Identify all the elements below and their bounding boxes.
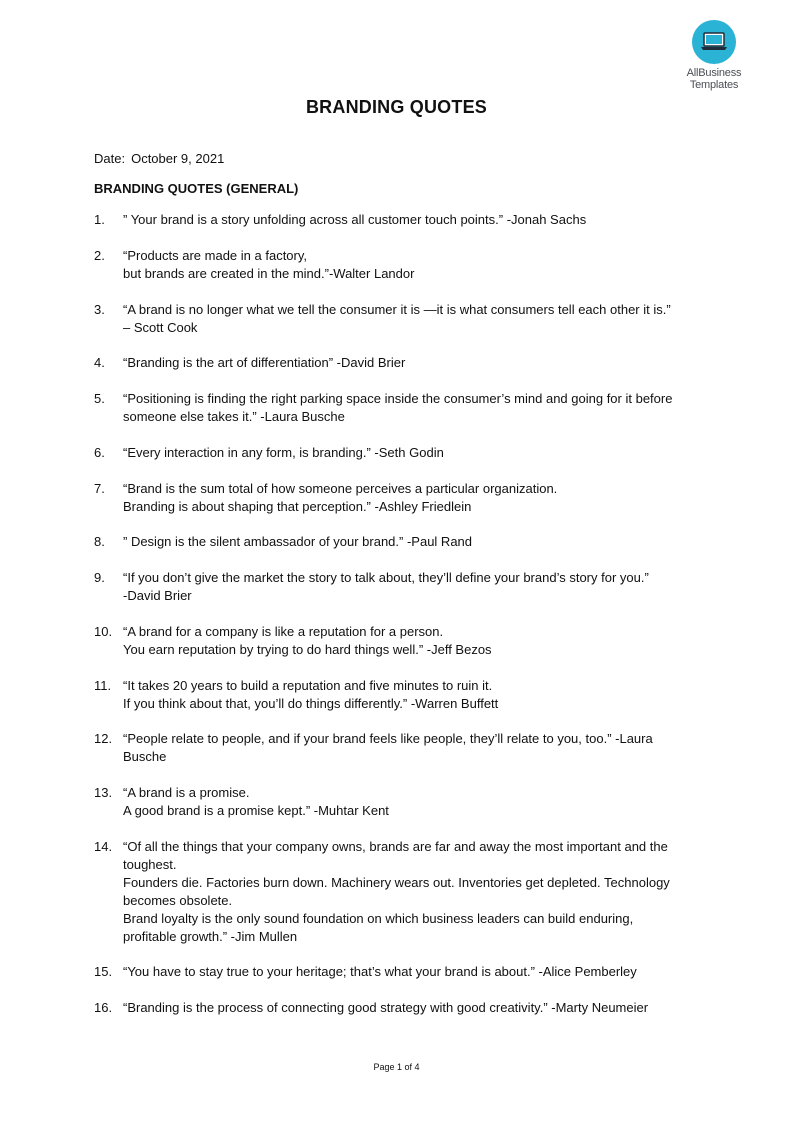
quote-item (94, 999, 704, 1017)
quote-number: 3. (94, 302, 105, 317)
logo-line-2: Templates (689, 79, 739, 91)
date-line (94, 151, 224, 166)
quote-item (94, 569, 704, 605)
quote-number: 16. (94, 1000, 113, 1015)
quote-number: 15. (94, 964, 113, 979)
quote-text: “People relate to people, and if your brand feels like people, they’ll relate to you, too.” -Laura Busche (123, 731, 653, 764)
quote-item (94, 301, 704, 337)
quote-text: “A brand is no longer what we tell the consumer it is —it is what consumers tell each other it is.” – Scott Cook (123, 302, 671, 335)
quote-number: 10. (94, 624, 113, 639)
quote-text: “Every interaction in any form, is branding.” -Seth Godin (123, 445, 444, 460)
quote-text: ” Design is the silent ambassador of your brand.” -Paul Rand (123, 534, 473, 549)
quote-text: “Positioning is finding the right parking space inside the consumer’s mind and going for it before someone else takes it.” -Laura Busche (123, 391, 673, 424)
quote-item (94, 247, 704, 283)
quote-item (94, 623, 704, 659)
quote-text: “Branding is the process of connecting good strategy with good creativity.” -Marty Neumeier (123, 1000, 649, 1015)
quote-item (94, 480, 704, 516)
quote-number: 8. (94, 534, 105, 549)
quote-item (94, 963, 704, 981)
quote-item (94, 784, 704, 820)
quote-number: 2. (94, 248, 105, 263)
quote-item (94, 444, 704, 462)
quote-text: “Brand is the sum total of how someone perceives a particular organization. Branding is about shaping that perception.” -Ashley Friedlein (123, 481, 558, 514)
quote-text: “Products are made in a factory, but brands are created in the mind.”-Walter Landor (123, 248, 415, 281)
quote-number: 7. (94, 481, 105, 496)
quote-number: 5. (94, 391, 105, 406)
quote-item (94, 211, 704, 229)
quote-text: “Branding is the art of differentiation” -David Brier (123, 355, 406, 370)
quote-text: “A brand is a promise. A good brand is a promise kept.” -Muhtar Kent (123, 785, 389, 818)
quote-item (94, 354, 704, 372)
quote-item (94, 730, 704, 766)
quote-item (94, 677, 704, 713)
quote-number: 1. (94, 212, 105, 227)
quote-text: “You have to stay true to your heritage; that’s what your brand is about.” -Alice Pemberley (123, 964, 637, 979)
laptop-icon (692, 20, 736, 64)
date-label: Date: (94, 151, 126, 166)
quote-number: 6. (94, 445, 105, 460)
quote-number: 14. (94, 839, 113, 854)
quote-number: 12. (94, 731, 113, 746)
quote-text: ” Your brand is a story unfolding across all customer touch points.” -Jonah Sachs (123, 212, 587, 227)
quote-item (94, 838, 704, 946)
quote-text: “If you don’t give the market the story to talk about, they’ll define your brand’s story for you.” -David Brier (123, 570, 649, 603)
date-value: October 9, 2021 (131, 151, 225, 166)
quote-number: 9. (94, 570, 105, 585)
quote-number: 11. (94, 678, 112, 693)
page-number: Page 1 of 4 (373, 1062, 420, 1072)
logo-line-1: AllBusiness (686, 67, 742, 79)
quote-number: 13. (94, 785, 113, 800)
quote-number: 4. (94, 355, 105, 370)
brand-logo (676, 20, 752, 91)
logo-text (676, 67, 752, 91)
section-heading: BRANDING QUOTES (GENERAL) (94, 181, 299, 196)
quote-item (94, 533, 704, 551)
quote-text: “It takes 20 years to build a reputation and five minutes to ruin it. If you think about that, you’ll do things differently.” -Warren Buffett (123, 678, 499, 711)
quote-text: “A brand for a company is like a reputation for a person. You earn reputation by trying to do hard things well.” -Jeff Bezos (123, 624, 492, 657)
quote-text: “Of all the things that your company owns, brands are far and away the most important and the toughest. Founders die. Factories burn down. Machinery wears out. Inventories get depleted. Technology becomes obsolete. Brand loyalty is the only sound foundation on which business leaders can build enduring, profitable growth.” -Jim Mullen (123, 839, 670, 944)
document-title: BRANDING QUOTES (305, 97, 487, 117)
quote-item (94, 390, 704, 426)
